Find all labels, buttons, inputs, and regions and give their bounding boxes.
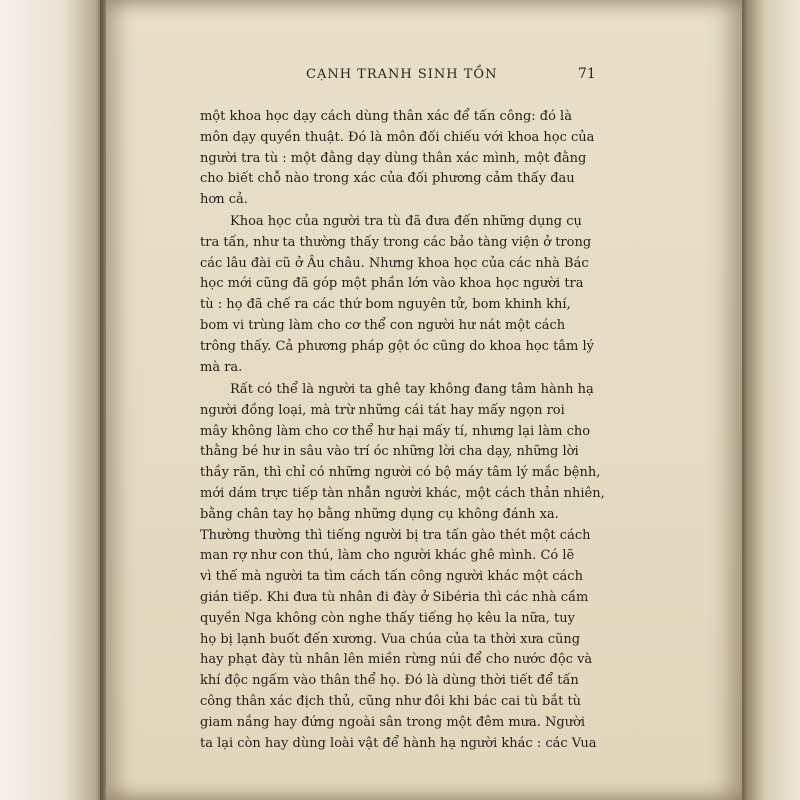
text-line: mới dám trực tiếp tàn nhẫn người khác, một cách thản nhiên, [200,486,605,501]
text-line: họ bị lạnh buốt đến xương. Vua chúa của ta thời xưa cũng [200,631,581,647]
text-line: người đồng loại, mà trừ những cái tát hay mấy ngọn roi [200,402,565,418]
text-line: Rất có thể là người ta ghê tay không đang tâm hành hạ [230,382,594,397]
text-line: quyền Nga không còn nghe thấy tiếng họ kêu la nữa, tuy [200,610,575,626]
text-line: Thường thường thì tiếng người bị tra tấn gào thét một cách [200,527,591,543]
text-line: môn dạy quyền thuật. Đó là môn đối chiếu với khoa học của [200,129,595,145]
text-line: bom vi trùng làm cho cơ thể con người hư nát một cách [200,318,566,333]
text-line: cho biết chỗ nào trong xác của đối phương cảm thấy đau [200,171,575,187]
text-line: vì thế mà người ta tìm cách tấn công người khác một cách [200,569,583,585]
text-line: bằng chân tay họ bằng những dụng cụ không đánh xa. [200,506,559,522]
text-line: tù : họ đã chế ra các thứ bom nguyên tử, bom khinh khí, [200,297,571,313]
text-line: tra tấn, như ta thường thấy trong các bảo tàng viện ở trong [200,234,592,250]
text-line: gián tiếp. Khi đưa tù nhân đi đày ở Sibéria thì các nhà cầm [200,590,589,605]
text-line: một khoa học dạy cách dùng thân xác để tấn công: đó là [200,109,572,124]
text-line: mà ra. [200,359,243,375]
text-line: học mới cũng đã góp một phần lớn vào khoa học người tra [200,276,584,292]
text-line: thằng bé hư in sâu vào trí óc những lời cha dạy, những lời [200,444,579,460]
running-header: CẠNH TRANH SINH TỒN [306,67,498,82]
text-line: các lâu đài cũ ở Âu châu. Nhưng khoa học của các nhà Bác [200,255,589,271]
text-line: khí độc ngấm vào thân thể họ. Đó là dùng thời tiết để tấn [200,673,579,689]
text-line: hơn cả. [200,192,248,208]
text-line: Khoa học của người tra tù đã đưa đến những dụng cụ [230,214,582,229]
text-line: ta lại còn hay dùng loài vật để hành hạ người khác : các Vua [200,735,597,751]
text-line: thầy răn, thì chỉ có những người có bộ máy tâm lý mắc bệnh, [200,465,601,481]
facing-page-edge [0,0,104,800]
text-line: man rợ như con thú, làm cho người khác ghê mình. Có lẽ [200,548,575,564]
text-line: người tra tù : một đằng dạy dùng thân xác mình, một đằng [200,150,587,166]
text-line: công thân xác địch thủ, cũng như đôi khi bác cai tù bắt tù [200,694,582,709]
text-line: mây không làm cho cơ thể hư hại mấy tí, nhưng lại làm cho [200,423,591,439]
right-page-edge [742,0,800,800]
text-line: giam nắng hay đứng ngoài sân trong một đêm mưa. Người [200,714,586,730]
text-line: hay phạt đày tù nhân lên miền rừng núi để cho nước độc và [200,652,593,668]
text-line: trông thấy. Cả phương pháp gột óc cũng do khoa học tâm lý [200,338,594,354]
page-number: 71 [578,66,596,82]
